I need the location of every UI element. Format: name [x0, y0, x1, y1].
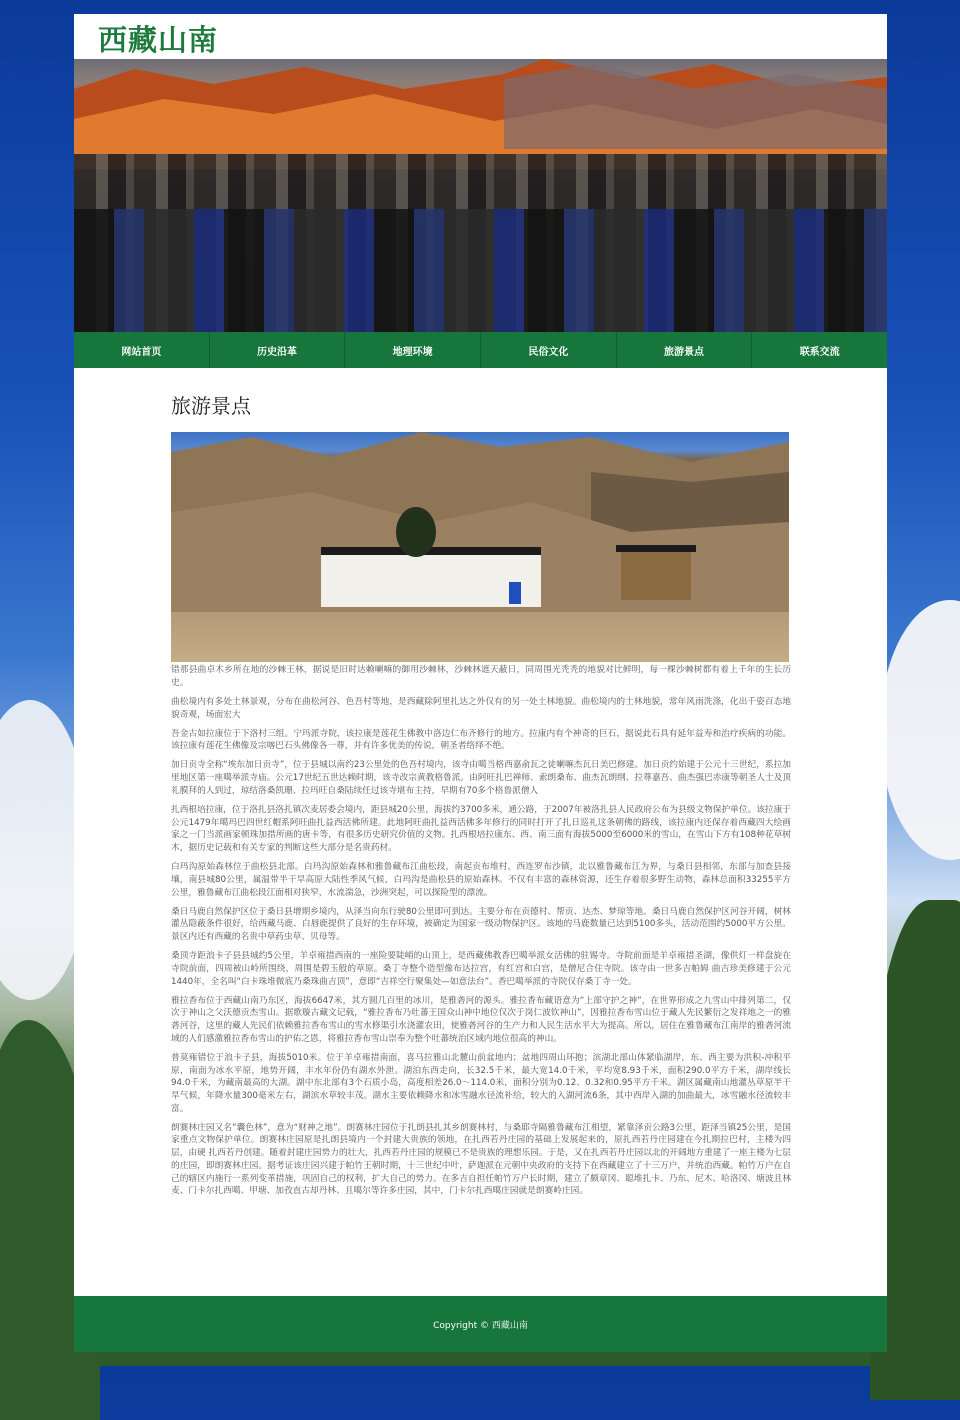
- blue-barrel: [509, 582, 521, 604]
- article-paragraph: 吾金古如拉康位于下洛村三组。宁玛派寺院，该拉康是莲花生佛教中洛边仁布齐修行的地方。拉康内有个神奇的巨石，据说此石具有延年益寿和治疗疾病的功能。该拉康有莲花生佛像及宗喀巴石头佛像各一尊，并有许多优美的传说，朝圣者络绎不绝。: [171, 728, 791, 752]
- copyright-text: Copyright © 西藏山南: [433, 1320, 528, 1331]
- article-paragraph: 普莫雍错位于浪卡子县，海拔5010米。位于羊卓雍措南面，喜马拉雅山北麓山前盆地内；盆地四周山环抱；滨湖北部山体紧临湖岸，东、西主要为洪积-冲积平原，南面为冰水平原，地势开阔，丰水年份仍有湖水外泄。湖泊东西走向，长32.5千米，最大宽14.0千米，平均宽8.93千米，面积290.0平方千米，湖岸线长94.0千米，为藏南最高的大湖。湖中东北部有3个石质小岛，高度相差26.0～114.0米，面积分别为0.12、0.32和0.95平方千米。湖区属藏南山地灌丛草原半干旱气候，年降水量300毫米左右，湖滨水草较丰茂。湖水主要依赖降水和冰雪融水径流补给，较大的入湖河流6条，其中西岸入湖的加曲最大，冰雪融水径流较丰富。: [171, 1052, 791, 1114]
- house-roof: [616, 545, 696, 552]
- header-banner-image: [74, 59, 887, 332]
- house-brown: [621, 550, 691, 600]
- article-paragraph: 雅拉香布位于西藏山南乃东区，海拔6647米，其方圆几百里的冰川，是雅砻河的源头。雅拉香布藏语意为“上部守护之神”，在世界形成之九雪山中排列第二，仅次于神山之父沃德贡杰雪山。据歌璇古藏文记载，“雅拉香布乃吐蕃王国众山神中地位仅次于岗仁波钦神山”，因雅拉香布雪山位于藏人先民繁衍之发祥地之一的雅砻河谷，这里的藏人先民们依赖雅拉香布雪山的雪水修渠引水浇灌农田，使雅砻河谷的生产力和人民生活水平大为提高。所以，居住在雅鲁藏布江南岸的雅砻河流域的人们感激雅拉香布雪山的护佑之恩，将雅拉香布雪山崇奉为整个吐蕃统治区域内地位很高的神山。: [171, 995, 791, 1044]
- background-cloud: [880, 600, 960, 860]
- nav-item-contact[interactable]: 联系交流: [799, 346, 840, 358]
- mountain-silhouette: [74, 59, 887, 169]
- house-white: [321, 552, 541, 607]
- page-container: [74, 14, 887, 1352]
- main-navigation: [74, 332, 887, 368]
- article-paragraph: 朗赛林庄园又名“囊色林”，意为“财神之地”。朗赛林庄园位于扎朗县扎其乡朗赛林村，与桑耶寺隔雅鲁藏布江相望，紧靠泽贡公路3公里，距泽当镇25公里，是国家重点文物保护单位。朗赛林庄园原是扎朗县境内一个封建大贵族的领地，在扎西若丹庄园的基础上发展起来的，原扎西若丹庄园建在今扎期拉巴村，主楼为四层，由硬 扎西若丹创建。随着封建庄园势力的壮大，扎西若丹庄园的规模已不是贵族的理想乐园。于是，又在扎西若丹庄园以北的开阔地方重建了一座主楼为七层的庄园，即朗赛林庄园。据考证该庄园兴建于帕竹王朝时期，十三世纪中叶，萨迦派在元朝中央政府的支持下在西藏建立了十三万户，并统治西藏。帕竹万户在自己的辖区内施行一系列变革措施，巩固自己的权利，扩大自己的势力。在多吉自担任帕竹万户长时期，建立了颇章冈、聪堆扎卡、乃东、尼木、哈洛冈、塘波且林麦、门卡尔扎西噶、甲塘、加孜直古却丹林、且噶尔等许多庄园，其中，门卡尔扎西噶庄园就是朗赛岭庄园。: [171, 1122, 791, 1197]
- nav-item-history[interactable]: 历史沿革: [210, 332, 346, 368]
- nav-item-scenic-spots[interactable]: 旅游景点: [617, 332, 753, 368]
- site-logo[interactable]: 西藏山南: [98, 23, 219, 57]
- article-paragraph: 桑顶寺距浪卡子县县城约5公里，羊卓雍措西南的一座险要陡峭的山顶上，是西藏佛教香巴噶举派女活佛的驻锡寺。寺院前面是羊卓雍措圣湖，像供灯一样盘旋在寺院前面，四周被山岭所围绕，周围是碧玉般的草原。桑丁寺整个造型像布达拉宫，有红宫和白宫，是僧尼合住寺院。该寺由一世多吉帕姆 曲吉珍美修建于公元1440年，全名叫“白卡珠堆微底乃桑珠曲吉顶”，意即“吉祥空行聚集处—如意法台”。香巴噶举派的寺院仅存桑丁寺一处。: [171, 951, 791, 987]
- tree: [396, 507, 436, 557]
- main-content: [171, 394, 791, 1204]
- nav-item-folk-culture[interactable]: 民俗文化: [481, 332, 617, 368]
- nav-item-geography[interactable]: 地理环境: [345, 332, 481, 368]
- article-paragraph: 桑日马鹿自然保护区位于桑日县增期乡境内，从泽当向东行驶80公里即可到达。主要分布在贡德村、帮贡、达杰、梦琼等地。桑日马鹿自然保护区河谷开阔，树林灌丛隐蔽条件很好，给西藏马鹿、白唇鹿提供了良好的生存环境，被确定为国家一级动物保护区。该地的马鹿数量已达到5100多头，活动范围约5000平方公里。景区内还有西藏的名贵中草药虫草、贝母等。: [171, 906, 791, 942]
- article-paragraph: 曲松境内有多处土林景观，分布在曲松河谷、色吾村等地，是西藏除阿里扎达之外仅有的另一处土林地貌。曲松境内的土林地貌，常年风雨洗涤，化出千姿百态地貌奇观，场面宏大: [171, 696, 791, 720]
- article-text: [171, 664, 791, 1198]
- nav-item-home[interactable]: 网站首页: [74, 332, 210, 368]
- article-paragraph: 加日贡寺全称“埃东加日贡寺”，位于县城以南约23公里处的色吾村境内，该寺由噶当格西嘉俞瓦之徒喇嘛杰瓦日美巴修建。加日贡约始建于公元十三世纪，系拉加里地区第一座噶举派寺庙。公元17世纪五世达赖时期，该寺改宗黄教格鲁派。由阿旺扎巴禅师、索朗桑布、曲杰瓦朗纲、拉尊嘉吾、曲杰强巴赤康等朝圣人士及顶礼膜拜的人到过，琼结洛桑凯珊、拉玛旺自桑陆续任过该寺堪布主持，早期有70多个格鲁派僧人: [171, 760, 791, 796]
- footer: [74, 1296, 887, 1352]
- header: [74, 14, 887, 59]
- town-roofs: [74, 209, 887, 332]
- article-paragraph: 白玛沟原始森林位于曲松县北部。白玛沟原始森林和雅鲁藏布江曲松段，南起贡布堆村，西连罗布沙镇，北以雅鲁藏布江为界，与桑日县相邻，东部与加查县接壤，南县城80公里，属温带半干旱高原大陆性季风气候，白玛沟是曲松县的原始森林。不仅有丰富的森林资源，还生存着很多野生动物，森林总面积33255平方公里，雅鲁藏布江曲松段江面相对狭窄，水流湍急，沙洲突起，可以探险型的漂流。: [171, 862, 791, 898]
- article-paragraph: 错那县曲卓木乡所在地的沙棘王林，据说是旧时达赖喇嘛的御用沙棘林，沙棘林遮天蔽日，同周围光秃秃的地貌对比鲜明，每一棵沙棘树都有着上千年的生长历史。: [171, 665, 791, 688]
- scenic-photo: [171, 432, 789, 662]
- page-title: 旅游景点: [171, 394, 251, 418]
- article-paragraph: 扎西根培拉康，位于洛扎县洛扎镇次麦居委会境内，距县城20公里，海拔约3700多米，通公路，于2007年被洛扎县人民政府公布为县级文物保护单位。该拉康于公元1479年噶玛巴四世红帽系阿旺曲扎益西活佛所建。此地阿旺曲扎益西活佛多年修行的同时打开了扎日巡礼这条朝佛的路线，该拉康内还保存着西藏四大绘画家之一门当派画家顿珠加措所画的唐卡等，有很多历史研究价值的文物。扎西根培拉康东、西、南三面有海拔5000至6000米的雪山，在雪山下方有108种花草树木，据历史记载和有关专家的判断这些大部分是名贵药材。: [171, 804, 791, 853]
